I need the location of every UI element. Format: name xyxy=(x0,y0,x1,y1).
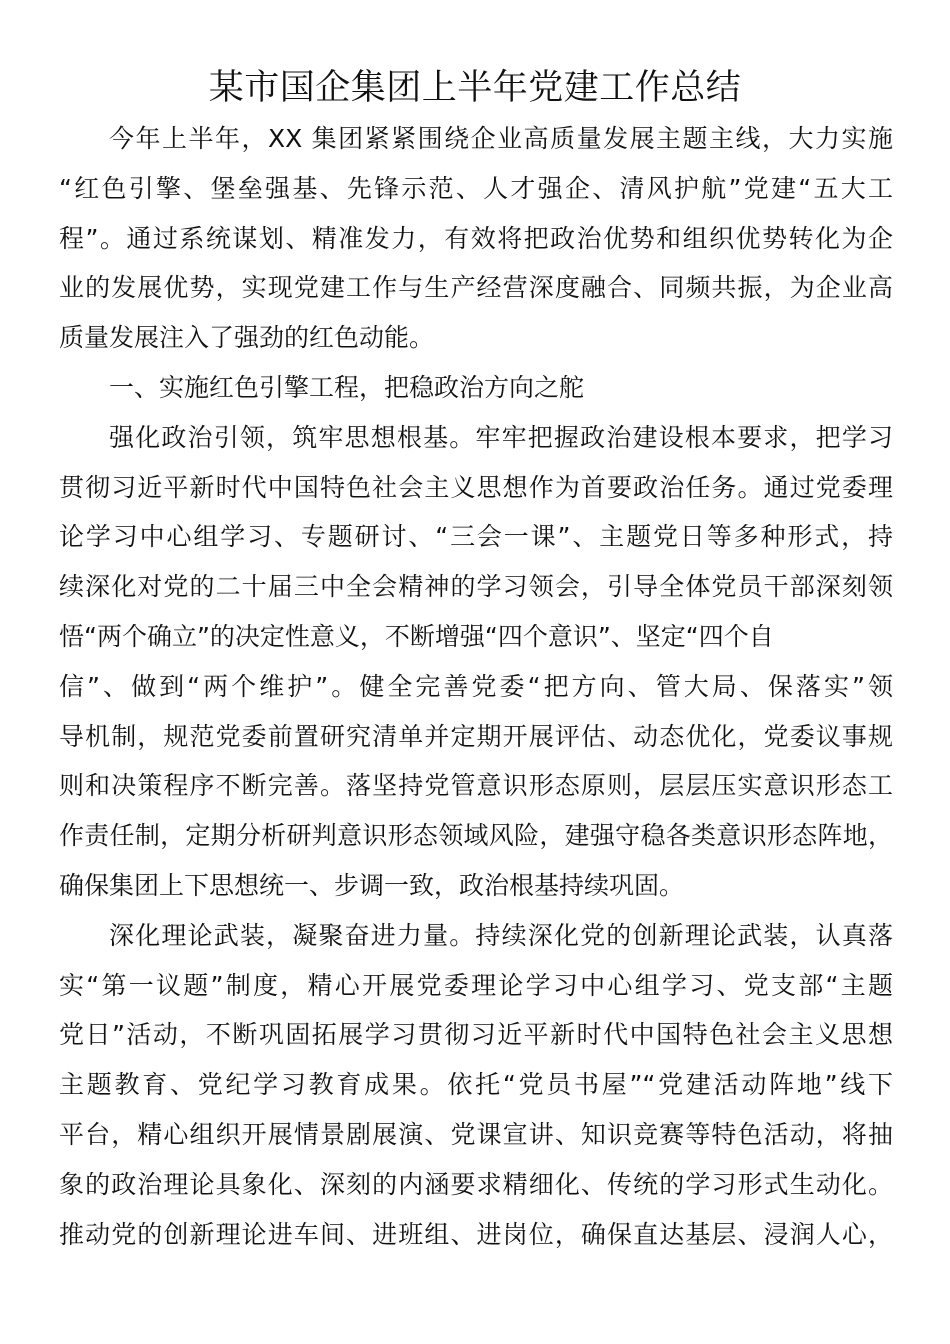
paragraph-line: 象的政治理论具象化、深刻的内涵要求精细化、传统的学习形式生动化。 xyxy=(59,1169,893,1199)
paragraph-line: 续深化对党的二十届三中全会精神的学习领会，引导全体党员干部深刻领 xyxy=(59,572,893,602)
paragraph-line: 实“第一议题”制度，精心开展党委理论学习中心组学习、党支部“主题 xyxy=(59,970,893,1000)
paragraph-line: 强化政治引领，筑牢思想根基。牢牢把握政治建设根本要求，把学习 xyxy=(109,422,893,452)
paragraph-line: 平台，精心组织开展情景剧展演、党课宣讲、知识竞赛等特色活动，将抽 xyxy=(59,1119,893,1149)
paragraph-line: 确保集团上下思想统一、步调一致，政治根基持续巩固。 xyxy=(59,870,685,900)
paragraph-line: 今年上半年，XX 集团紧紧围绕企业高质量发展主题主线，大力实施 xyxy=(109,124,893,153)
paragraph-line: 论学习中心组学习、专题研讨、“三会一课”、主题党日等多种形式，持 xyxy=(59,522,893,552)
paragraph-line: 质量发展注入了强劲的红色动能。 xyxy=(59,323,435,353)
paragraph-line: 作责任制，定期分析研判意识形态领域风险，建强守稳各类意识形态阵地， xyxy=(59,821,893,851)
paragraph-line: 主题教育、党纪学习教育成果。依托“党员书屋”“党建活动阵地”线下 xyxy=(59,1070,893,1100)
document-body xyxy=(59,114,893,1259)
paragraph-line: 程”。通过系统谋划、精准发力，有效将把政治优势和组织优势转化为企 xyxy=(59,223,893,253)
document-title: 某市国企集团上半年党建工作总结 xyxy=(208,68,742,108)
paragraph-line: 业的发展优势，实现党建工作与生产经营深度融合、同频共振，为企业高 xyxy=(59,273,893,303)
paragraph-line: 则和决策程序不断完善。落坚持党管意识形态原则，层层压实意识形态工 xyxy=(59,771,893,801)
paragraph-line: 导机制，规范党委前置研究清单并定期开展评估、动态优化，党委议事规 xyxy=(59,721,893,751)
paragraph-line: 深化理论武装，凝聚奋进力量。持续深化党的创新理论武装，认真落 xyxy=(109,920,893,950)
paragraph-line: 党日”活动，不断巩固拓展学习贯彻习近平新时代中国特色社会主义思想 xyxy=(59,1020,893,1050)
paragraph-line: 悟“两个确立”的决定性意义，不断增强“四个意识”、坚定“四个自 xyxy=(59,621,774,651)
paragraph-line: 信”、做到“两个维护”。健全完善党委“把方向、管大局、保落实”领 xyxy=(59,671,893,701)
paragraph-line: “红色引擎、堡垒强基、先锋示范、人才强企、清风护航”党建“五大工 xyxy=(59,173,893,203)
paragraph-line: 推动党的创新理论进车间、进班组、进岗位，确保直达基层、浸润人心， xyxy=(59,1219,893,1249)
paragraph-line: 贯彻习近平新时代中国特色社会主义思想作为首要政治任务。通过党委理 xyxy=(59,472,893,502)
section-heading: 一、实施红色引擎工程，把稳政治方向之舵 xyxy=(109,372,585,402)
